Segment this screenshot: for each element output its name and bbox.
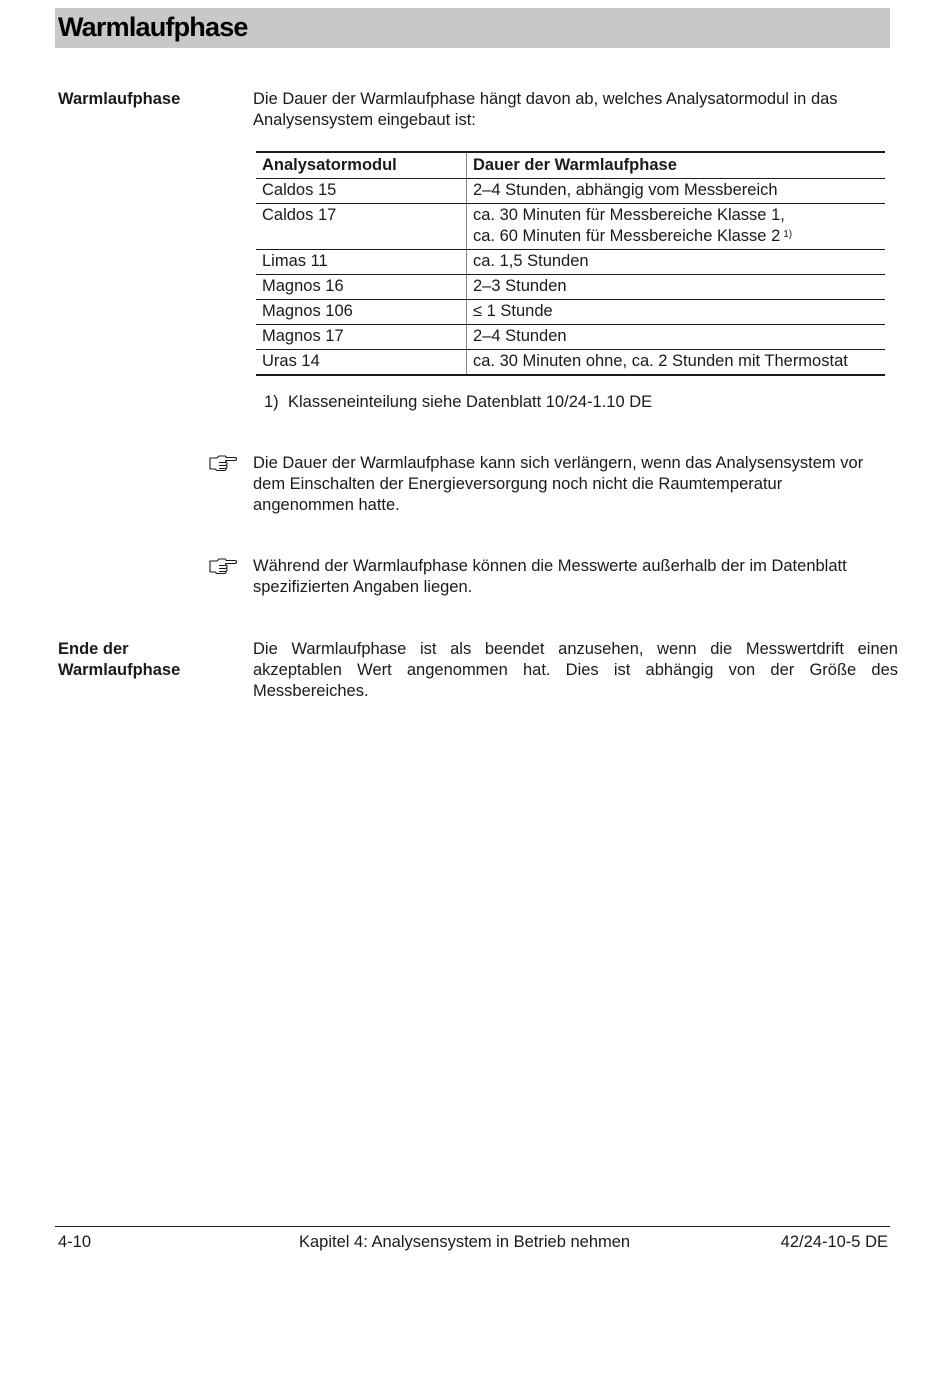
table-row bbox=[256, 300, 885, 325]
table-row bbox=[256, 179, 885, 204]
duration-cell: 2–4 Stunden bbox=[467, 325, 886, 350]
pointing-hand-icon bbox=[208, 556, 238, 576]
document-id: 42/24-10-5 DE bbox=[780, 1233, 888, 1251]
column-header-duration: Dauer der Warmlaufphase bbox=[467, 152, 886, 179]
module-cell: Limas 11 bbox=[256, 250, 467, 275]
note-paragraph: Die Dauer der Warmlaufphase kann sich verlängern, wenn das Analysensystem vor dem Einschalten der Energieversorgung noch nicht die Raumtemperatur angenommen hatte. bbox=[253, 454, 864, 514]
module-cell: Magnos 16 bbox=[256, 275, 467, 300]
title-bar bbox=[55, 8, 890, 48]
table-row bbox=[256, 350, 885, 376]
section-label-end bbox=[58, 639, 180, 681]
module-cell: Caldos 17 bbox=[256, 204, 467, 250]
column-header-module: Analysatormodul bbox=[256, 152, 467, 179]
table-header-row bbox=[256, 152, 885, 179]
duration-cell bbox=[467, 204, 886, 250]
duration-line-2: ca. 60 Minuten für Messbereiche Klasse 2 bbox=[473, 227, 781, 245]
note-paragraph: Während der Warmlaufphase können die Messwerte außerhalb der im Datenblatt spezifizierten Angaben liegen. bbox=[253, 557, 847, 596]
module-cell: Magnos 17 bbox=[256, 325, 467, 350]
duration-cell: 2–4 Stunden, abhängig vom Messbereich bbox=[467, 179, 886, 204]
footnote-ref: 1) bbox=[783, 229, 793, 240]
pointing-hand-icon bbox=[208, 453, 238, 473]
module-cell: Magnos 106 bbox=[256, 300, 467, 325]
intro-paragraph: Die Dauer der Warmlaufphase hängt davon ab, welches Analysatormodul in das Analysensystem eingebaut ist: bbox=[253, 90, 838, 129]
duration-line-1: ca. 30 Minuten für Messbereiche Klasse 1, bbox=[473, 206, 785, 224]
footnote-number: 1) bbox=[264, 393, 279, 411]
footnote-text: Klasseneinteilung siehe Datenblatt 10/24-1.10 DE bbox=[288, 393, 653, 411]
duration-cell: 2–3 Stunden bbox=[467, 275, 886, 300]
section-label-warmup: Warmlaufphase bbox=[58, 90, 181, 108]
footer-divider bbox=[55, 1226, 890, 1227]
end-paragraph: Die Warmlaufphase ist als beendet anzusehen, wenn die Messwertdrift einen akzeptablen Wert angenommen hat. Dies ist abhängig von der Größe des Messbereiches. bbox=[253, 640, 898, 700]
table-row bbox=[256, 250, 885, 275]
table-footnote bbox=[264, 392, 652, 413]
page-title: Warmlaufphase bbox=[58, 12, 248, 42]
warmup-duration-table bbox=[256, 151, 885, 376]
table-row bbox=[256, 325, 885, 350]
duration-cell: ca. 1,5 Stunden bbox=[467, 250, 886, 275]
duration-cell: ca. 30 Minuten ohne, ca. 2 Stunden mit Thermostat bbox=[473, 352, 848, 370]
section-label-end-line1: Ende der bbox=[58, 640, 129, 658]
table-row bbox=[256, 275, 885, 300]
page-number: 4-10 bbox=[58, 1233, 92, 1251]
duration-cell: ≤ 1 Stunde bbox=[467, 300, 886, 325]
module-cell: Caldos 15 bbox=[256, 179, 467, 204]
module-cell: Uras 14 bbox=[256, 350, 467, 376]
table-row bbox=[256, 204, 885, 250]
section-label-end-line2: Warmlaufphase bbox=[58, 661, 181, 679]
chapter-title: Kapitel 4: Analysensystem in Betrieb nehmen bbox=[299, 1233, 631, 1251]
